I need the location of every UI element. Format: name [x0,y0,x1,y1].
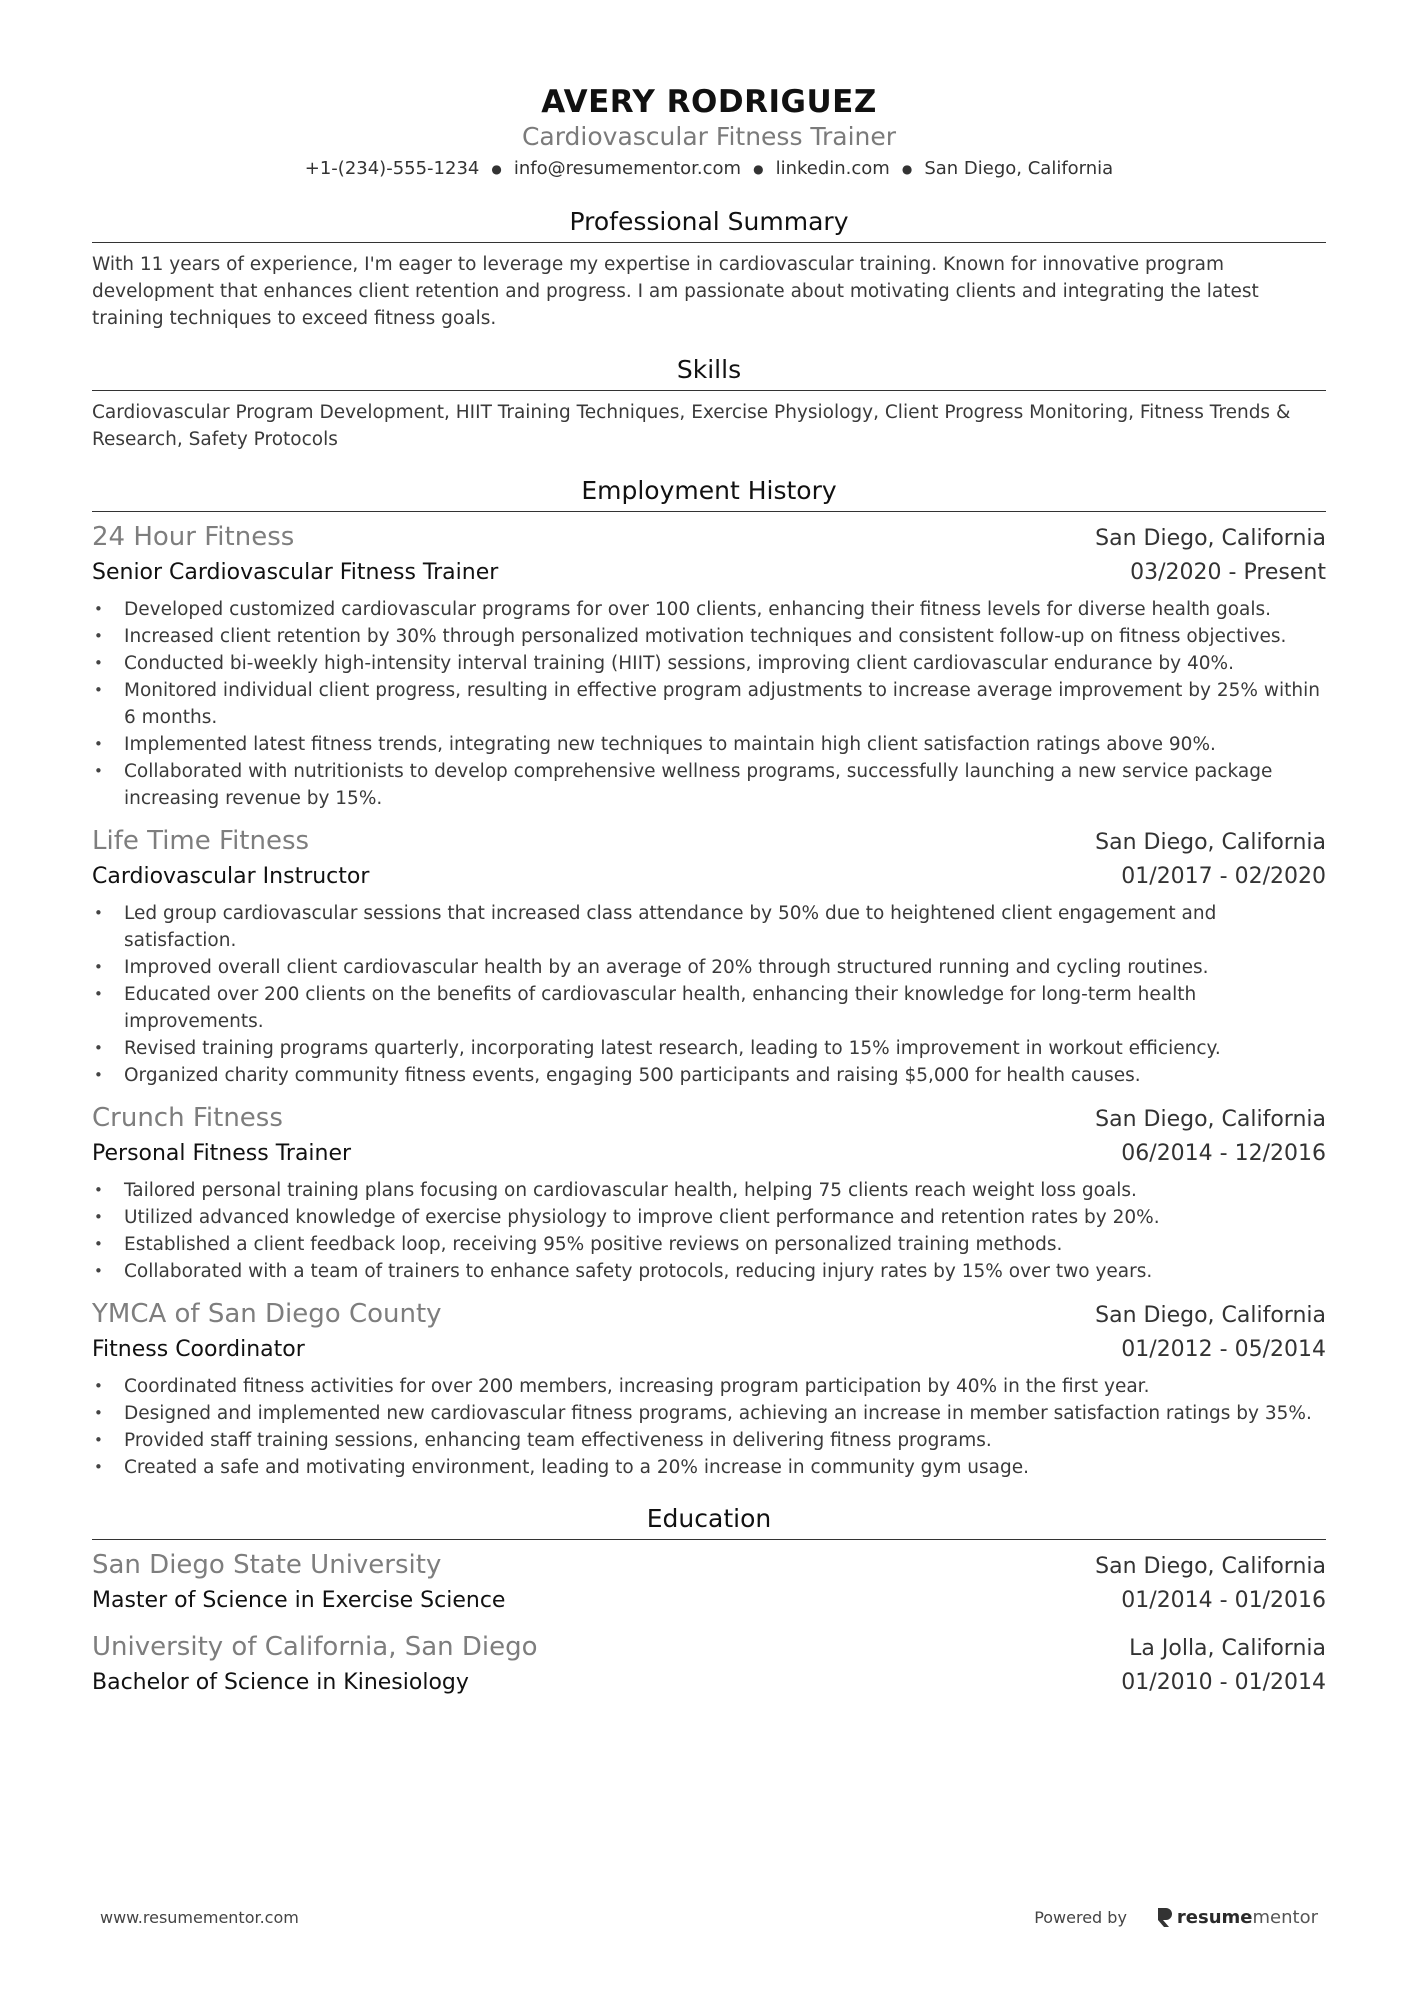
job-bullet: • Coordinated fitness activities for over 200 members, increasing program participation by 40% in the first year. [92,1373,1326,1400]
job-header-row [92,1101,1326,1137]
job-company: 24 Hour Fitness [92,522,295,552]
brand-name-light: mentor [1252,1906,1318,1928]
job-bullets [92,900,1326,1089]
job-header-row [92,1297,1326,1333]
job-bullet: • Improved overall client cardiovascular health by an average of 20% through structured running and cycling routines. [92,954,1326,981]
education-location: La Jolla, California [1129,1636,1326,1661]
job-entry [92,1101,1326,1285]
job-bullets [92,1177,1326,1285]
contact-linkedin[interactable]: linkedin.com [775,158,890,179]
skills-section [92,354,1326,453]
summary-section [92,206,1326,332]
contact-separator: ● [901,162,913,176]
job-bullet: • Monitored individual client progress, resulting in effective program adjustments to increase average improvement by 25% within 6 months. [92,677,1326,731]
education-dates: 01/2014 - 01/2016 [1121,1588,1326,1613]
resume-header [92,82,1326,182]
job-role-row [92,1137,1326,1171]
job-role: Fitness Coordinator [92,1337,305,1362]
job-location: San Diego, California [1095,1107,1326,1132]
job-bullet: • Increased client retention by 30% through personalized motivation techniques and consistent follow-up on fitness objectives. [92,623,1326,650]
job-role-row [92,556,1326,590]
candidate-title: Cardiovascular Fitness Trainer [521,122,897,151]
job-role: Personal Fitness Trainer [92,1141,352,1166]
employment-section [92,475,1326,1481]
job-bullet: • Utilized advanced knowledge of exercise physiology to improve client performance and retention rates by 20%. [92,1204,1326,1231]
job-bullet: • Tailored personal training plans focusing on cardiovascular health, helping 75 clients reach weight loss goals. [92,1177,1326,1204]
education-dates: 01/2010 - 01/2014 [1121,1670,1326,1695]
education-degree: Master of Science in Exercise Science [92,1588,506,1613]
job-entry [92,520,1326,812]
contact-email[interactable]: info@resumementor.com [513,158,742,179]
job-company: YMCA of San Diego County [92,1299,442,1329]
skills-heading: Skills [92,354,1326,391]
contact-line [92,156,1326,182]
job-dates: 01/2012 - 05/2014 [1121,1337,1326,1362]
job-bullets [92,1373,1326,1481]
job-bullet: • Educated over 200 clients on the benefits of cardiovascular health, enhancing their knowledge for long-term health improvements. [92,981,1326,1035]
job-dates: 01/2017 - 02/2020 [1121,864,1326,889]
job-dates: 03/2020 - Present [1130,560,1326,585]
employment-heading: Employment History [92,475,1326,512]
brand-name-bold: resume [1176,1906,1253,1928]
job-location: San Diego, California [1095,526,1326,551]
job-bullet: • Revised training programs quarterly, incorporating latest research, leading to 15% improvement in workout efficiency. [92,1035,1326,1062]
education-degree-row [92,1584,1326,1618]
job-company: Life Time Fitness [92,826,310,856]
job-role: Cardiovascular Instructor [92,864,370,889]
education-heading: Education [92,1503,1326,1540]
job-bullet: • Created a safe and motivating environment, leading to a 20% increase in community gym usage. [92,1454,1326,1481]
contact-location: San Diego, California [924,158,1114,179]
education-degree: Bachelor of Science in Kinesiology [92,1670,469,1695]
education-entry [92,1630,1326,1700]
education-school: University of California, San Diego [92,1632,538,1662]
brand-logo[interactable] [1155,1906,1318,1928]
job-role-row [92,1333,1326,1367]
job-header-row [92,520,1326,556]
page-footer [100,1906,1318,1928]
education-header-row [92,1548,1326,1584]
job-bullet: • Established a client feedback loop, receiving 95% positive reviews on personalized training methods. [92,1231,1326,1258]
resume-page [92,82,1326,1700]
education-location: San Diego, California [1095,1554,1326,1579]
candidate-name: AVERY RODRIGUEZ [541,84,877,120]
education-header-row [92,1630,1326,1666]
contact-phone: +1-(234)-555-1234 [304,158,480,179]
resumementor-logo-icon [1155,1906,1173,1928]
footer-branding [1034,1906,1318,1928]
footer-website-link[interactable]: www.resumementor.com [100,1907,299,1927]
summary-heading: Professional Summary [92,206,1326,243]
job-entry [92,824,1326,1089]
contact-separator: ● [753,162,764,176]
education-entry [92,1548,1326,1618]
education-degree-row [92,1666,1326,1700]
education-school: San Diego State University [92,1550,442,1580]
job-location: San Diego, California [1095,830,1326,855]
job-role: Senior Cardiovascular Fitness Trainer [92,560,499,585]
job-role-row [92,860,1326,894]
job-bullet: • Implemented latest fitness trends, integrating new techniques to maintain high client satisfaction ratings above 90%. [92,731,1326,758]
education-section [92,1503,1326,1700]
job-entry [92,1297,1326,1481]
contact-separator: ● [491,162,502,176]
powered-by-label: Powered by [1034,1907,1127,1927]
job-bullet: • Provided staff training sessions, enhancing team effectiveness in delivering fitness programs. [92,1427,1326,1454]
job-bullet: • Conducted bi-weekly high-intensity interval training (HIIT) sessions, improving client cardiovascular endurance by 40%. [92,650,1326,677]
job-bullets [92,596,1326,812]
job-location: San Diego, California [1095,1303,1326,1328]
job-bullet: • Organized charity community fitness events, engaging 500 participants and raising $5,000 for health causes. [92,1062,1326,1089]
job-bullet: • Led group cardiovascular sessions that increased class attendance by 50% due to heightened client engagement and satisfaction. [92,900,1326,954]
skills-text: Cardiovascular Program Development, HIIT Training Techniques, Exercise Physiology, Client Progress Monitoring, Fitness Trends & Research, Safety Protocols [92,402,1291,450]
job-bullet: • Designed and implemented new cardiovascular fitness programs, achieving an increase in member satisfaction ratings by 35%. [92,1400,1326,1427]
summary-text: With 11 years of experience, I'm eager to leverage my expertise in cardiovascular training. Known for innovative program development that enhances client retention and progress. I am passionate about motivating clients and integrating the latest training techniques to exceed fitness goals. [92,254,1259,329]
job-bullet: • Collaborated with a team of trainers to enhance safety protocols, reducing injury rates by 15% over two years. [92,1258,1326,1285]
job-header-row [92,824,1326,860]
job-dates: 06/2014 - 12/2016 [1121,1141,1326,1166]
job-bullet: • Collaborated with nutritionists to develop comprehensive wellness programs, successfully launching a new service package increasing revenue by 15%. [92,758,1326,812]
job-company: Crunch Fitness [92,1103,283,1133]
job-bullet: • Developed customized cardiovascular programs for over 100 clients, enhancing their fitness levels for diverse health goals. [92,596,1326,623]
